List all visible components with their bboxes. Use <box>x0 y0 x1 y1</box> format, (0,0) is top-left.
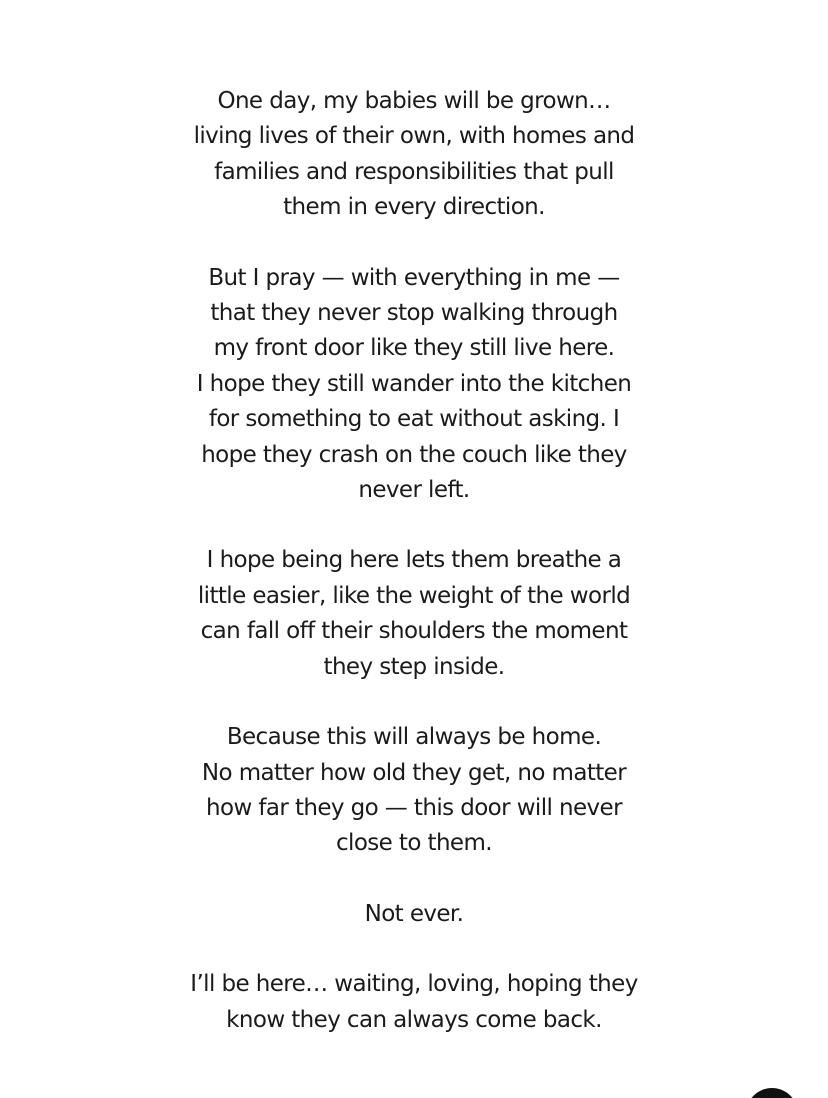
poem-line: for something to eat without asking. I <box>208 406 620 433</box>
poem-line: I hope being here lets them breathe a <box>206 547 622 574</box>
poem-line: I’ll be here… waiting, loving, hoping they <box>190 971 638 998</box>
poem-line: I hope they still wander into the kitchen <box>196 370 632 397</box>
poem-line: never left. <box>358 477 470 504</box>
poem-text <box>0 84 828 1073</box>
stanza-3 <box>0 543 828 685</box>
poem-line: little easier, like the weight of the world <box>197 582 631 609</box>
stanza-1 <box>0 84 828 226</box>
poem-line: can fall off their shoulders the moment <box>200 618 628 645</box>
poem-line: Because this will always be home. <box>226 724 602 751</box>
stanza-5 <box>0 897 828 932</box>
poem-line: they step inside. <box>323 653 505 680</box>
poem-line: Not ever. <box>364 900 464 927</box>
floating-action-button[interactable] <box>746 1088 798 1098</box>
stanza-2 <box>0 261 828 509</box>
poem-line: hope they crash on the couch like they <box>201 441 627 468</box>
stanza-6 <box>0 967 828 1038</box>
poem-line: living lives of their own, with homes and <box>193 123 635 150</box>
stanza-4 <box>0 720 828 862</box>
poem-line: them in every direction. <box>283 194 545 221</box>
poem-line: families and responsibilities that pull <box>214 158 614 185</box>
poem-line: One day, my babies will be grown… <box>217 88 611 114</box>
poem-line: No matter how old they get, no matter <box>201 759 627 786</box>
poem-line: my front door like they still live here. <box>213 335 615 362</box>
poem-line: how far they go — this door will never <box>206 794 622 821</box>
poem-line: that they never stop walking through <box>210 300 618 327</box>
poem-line: close to them. <box>335 830 492 857</box>
poem-line: know they can always come back. <box>226 1006 602 1033</box>
poem-line: But I pray — with everything in me — <box>208 264 620 291</box>
